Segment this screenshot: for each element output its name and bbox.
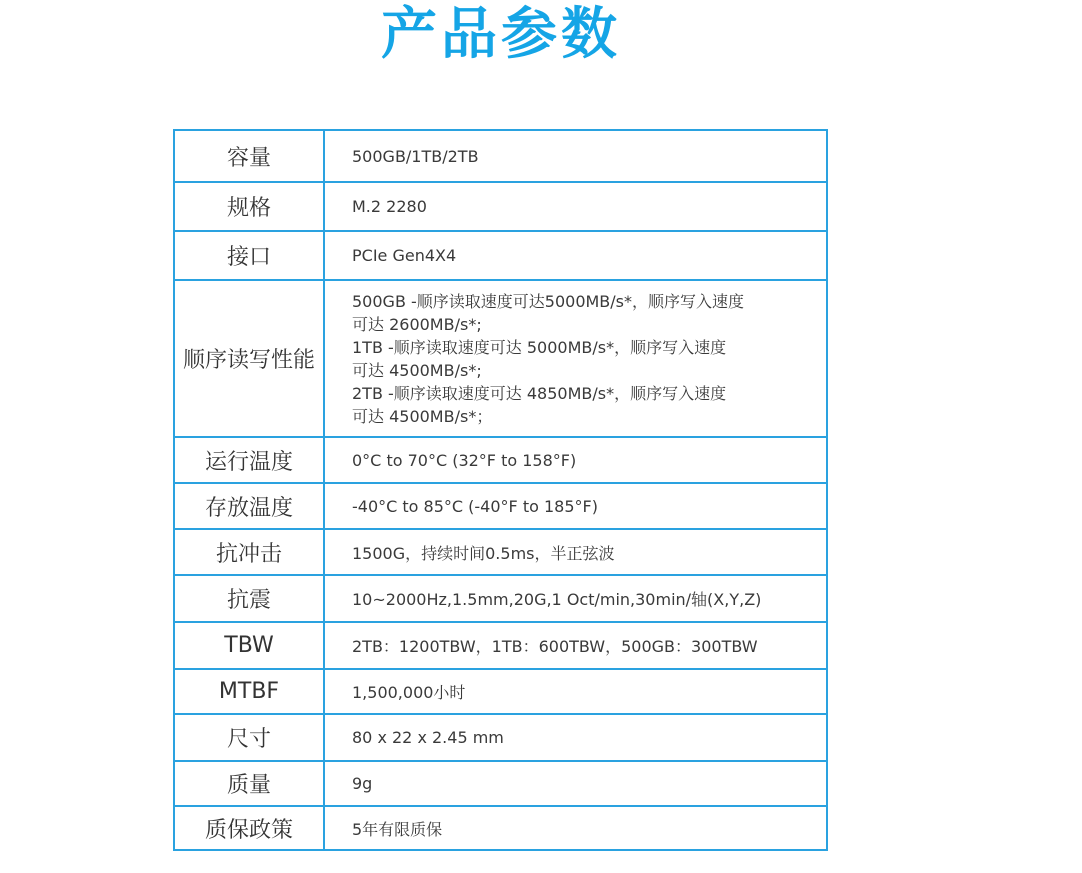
spec-label-shock: 抗冲击 <box>174 529 324 575</box>
spec-value-storage-temperature: -40°C to 85°C (-40°F to 185°F) <box>324 483 827 529</box>
spec-value-tbw: 2TB：1200TBW，1TB：600TBW，500GB：300TBW <box>324 622 827 669</box>
page-title: 产品参数 <box>381 2 621 67</box>
spec-label-tbw: TBW <box>174 622 324 669</box>
spec-table <box>173 129 828 851</box>
table-row <box>174 714 827 761</box>
performance-line: 可达 2600MB/s*; <box>352 314 482 334</box>
spec-value-interface: PCIe Gen4X4 <box>324 231 827 280</box>
spec-value-dimensions: 80 x 22 x 2.45 mm <box>324 714 827 761</box>
performance-line: 500GB -顺序读取速度可达5000MB/s*，顺序写入速度 <box>352 291 745 311</box>
table-row <box>174 437 827 483</box>
spec-label-weight: 质量 <box>174 761 324 806</box>
table-row <box>174 761 827 806</box>
spec-label-mtbf: MTBF <box>174 669 324 714</box>
table-row <box>174 130 827 182</box>
performance-line: 2TB -顺序读取速度可达 4850MB/s*，顺序写入速度 <box>352 383 727 403</box>
table-row <box>174 280 827 437</box>
table-row <box>174 529 827 575</box>
spec-value-sequential-performance <box>324 280 827 437</box>
spec-label-vibration: 抗震 <box>174 575 324 622</box>
spec-value-form-factor: M.2 2280 <box>324 182 827 231</box>
table-row <box>174 575 827 622</box>
spec-label-sequential-performance: 顺序读写性能 <box>174 280 324 437</box>
performance-line: 可达 4500MB/s*； <box>352 406 493 426</box>
performance-line: 1TB -顺序读取速度可达 5000MB/s*，顺序写入速度 <box>352 337 727 357</box>
spec-label-warranty: 质保政策 <box>174 806 324 850</box>
table-row <box>174 182 827 231</box>
spec-label-storage-temperature: 存放温度 <box>174 483 324 529</box>
spec-value-shock: 1500G，持续时间0.5ms，半正弦波 <box>324 529 827 575</box>
spec-value-warranty: 5年有限质保 <box>324 806 827 850</box>
spec-value-weight: 9g <box>324 761 827 806</box>
table-row <box>174 806 827 850</box>
spec-label-interface: 接口 <box>174 231 324 280</box>
spec-label-operating-temperature: 运行温度 <box>174 437 324 483</box>
table-row <box>174 669 827 714</box>
table-row <box>174 483 827 529</box>
spec-value-operating-temperature: 0°C to 70°C (32°F to 158°F) <box>324 437 827 483</box>
spec-label-form-factor: 规格 <box>174 182 324 231</box>
spec-label-capacity: 容量 <box>174 130 324 182</box>
spec-value-vibration: 10~2000Hz,1.5mm,20G,1 Oct/min,30min/轴(X,Y,Z) <box>324 575 827 622</box>
table-row <box>174 622 827 669</box>
spec-label-dimensions: 尺寸 <box>174 714 324 761</box>
spec-value-capacity: 500GB/1TB/2TB <box>324 130 827 182</box>
performance-line: 可达 4500MB/s*; <box>352 360 482 380</box>
table-row <box>174 231 827 280</box>
spec-value-mtbf: 1,500,000小时 <box>324 669 827 714</box>
